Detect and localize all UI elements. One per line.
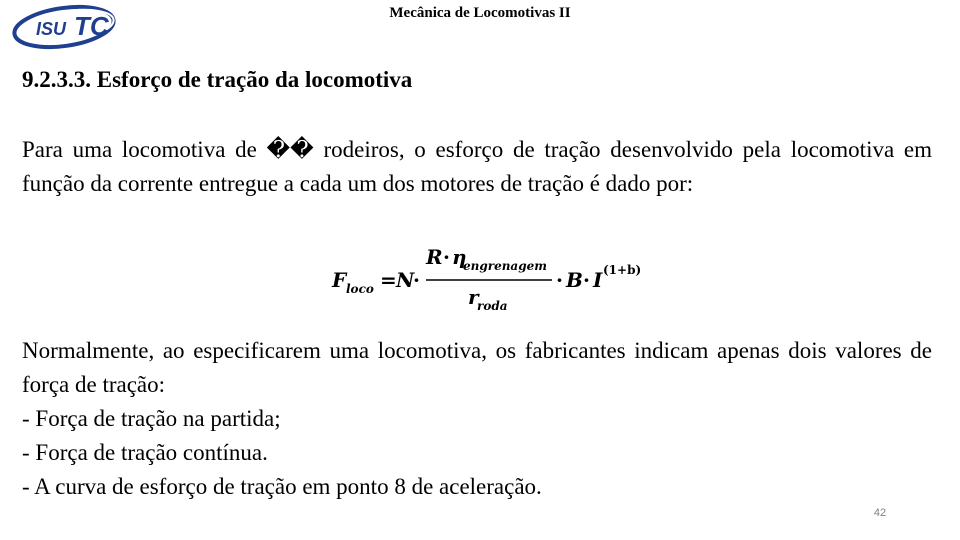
formula-dot-1: ·: [413, 268, 420, 292]
formula-lhs-sub: loco: [346, 282, 374, 296]
body-paragraph: Normalmente, ao especificarem uma locomotiva, os fabricantes indicam apenas dois valores de força de tração:: [22, 338, 932, 397]
formula-b: B: [566, 268, 583, 292]
formula-lhs: F: [332, 268, 347, 292]
list-item-traction-curve: - A curva de esforço de tração em ponto 8 de aceleração.: [22, 474, 542, 499]
header-title: Mecânica de Locomotivas II: [389, 5, 571, 21]
formula-num-eta: η: [452, 245, 467, 269]
formula-den-r: r: [468, 285, 479, 309]
formula-den-r-sub: roda: [477, 299, 508, 313]
logo-text-isu: ISU: [36, 19, 67, 39]
page-number: 42: [873, 507, 887, 519]
formula-num-eta-sub: engrenagem: [463, 259, 547, 273]
formula-i: I: [593, 268, 603, 292]
intro-paragraph: Para uma locomotiva de �� rodeiros, o esforço de tração desenvolvido pela locomotiva em função da corrente entregue a cada um dos motores de tração é dado por:: [22, 137, 932, 196]
formula-num-r: R: [426, 245, 443, 269]
formula-n: N: [396, 268, 415, 292]
traction-force-formula: [330, 242, 650, 314]
formula-dot-2: ·: [556, 268, 563, 292]
formula-exponent: (1+b): [603, 263, 642, 277]
formula-equals: =: [380, 268, 397, 292]
list-item-continuous-force: - Força de tração contínua.: [22, 440, 268, 465]
logo-text-tc: TC: [74, 11, 109, 41]
list-item-start-force: - Força de tração na partida;: [22, 406, 281, 431]
body-block: [22, 334, 932, 504]
formula-num-dot: ·: [443, 245, 450, 269]
formula-dot-3: ·: [583, 268, 590, 292]
section-heading: 9.2.3.3. Esforço de tração da locomotiva: [22, 67, 413, 92]
